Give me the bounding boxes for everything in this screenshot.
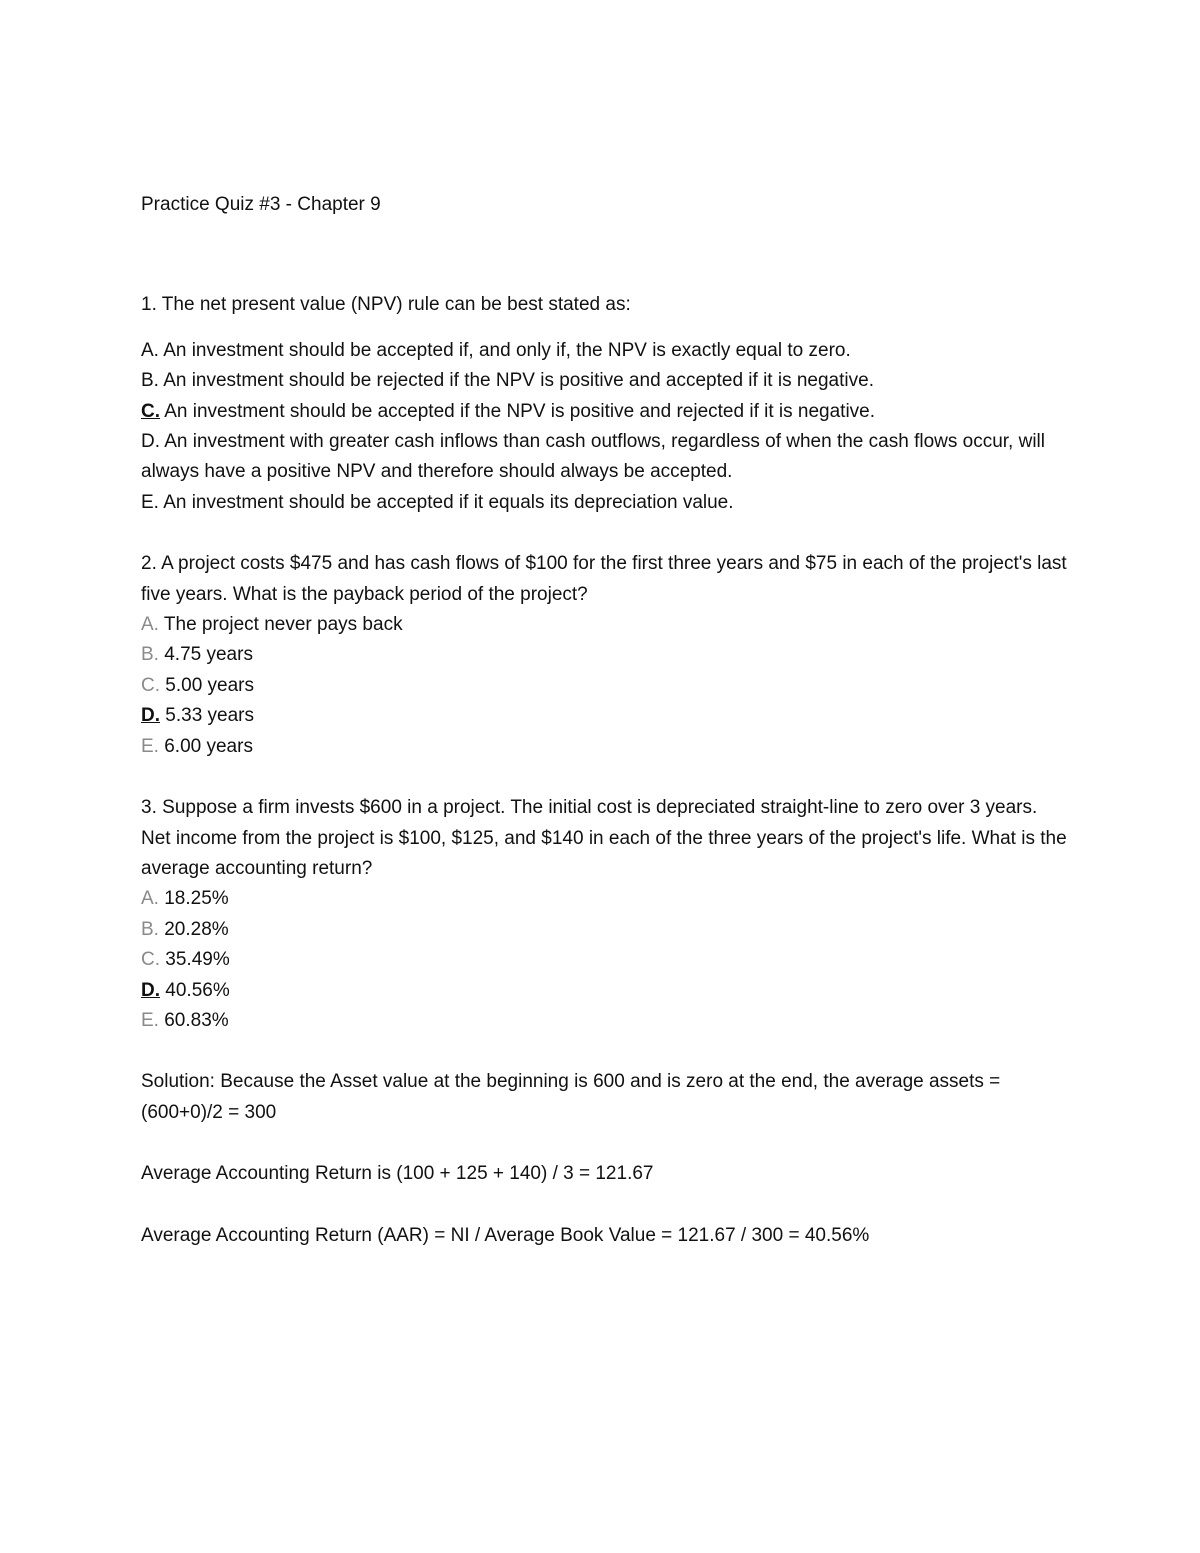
option-text: 6.00 years — [164, 735, 253, 757]
option-text: 18.25% — [164, 888, 229, 910]
question-3-number: 3. — [141, 797, 157, 819]
option-2-d — [141, 701, 1071, 731]
option-text: An investment should be accepted if the NPV is positive and rejected if it is negative. — [164, 400, 876, 422]
option-text: 60.83% — [164, 1009, 229, 1031]
option-text: An investment should be rejected if the NPV is positive and accepted if it is negative. — [163, 370, 874, 392]
option-letter: B. — [141, 918, 159, 940]
option-3-e — [141, 1006, 1071, 1036]
option-letter: B. — [141, 644, 159, 666]
question-1-prompt: The net present value (NPV) rule can be best stated as: — [161, 294, 631, 316]
question-3-text — [141, 793, 1071, 884]
option-text: 20.28% — [164, 918, 229, 940]
option-text: 5.00 years — [165, 674, 255, 696]
question-1-number: 1. — [141, 294, 157, 316]
question-3-options — [141, 884, 1071, 1036]
option-text: 40.56% — [165, 979, 230, 1001]
option-text: An investment should be accepted if, and only if, the NPV is exactly equal to zero. — [163, 339, 851, 361]
solution-average-assets: Solution: Because the Asset value at the beginning is 600 and is zero at the end, the average assets = (600+0)/2 = 300 — [141, 1071, 1001, 1123]
solution-section — [141, 1067, 1071, 1251]
question-2-text — [141, 549, 1071, 610]
option-letter: C. — [141, 949, 160, 971]
option-letter: B. — [141, 370, 159, 392]
option-3-d — [141, 976, 1071, 1006]
question-1 — [141, 290, 1071, 518]
option-letter: E. — [141, 735, 159, 757]
option-text: 4.75 years — [164, 644, 253, 666]
question-2-prompt: A project costs $475 and has cash flows of $100 for the first three years and $75 in each of the project's last five years. What is the payback period of the project? — [141, 553, 1067, 605]
option-letter: D. — [141, 431, 160, 453]
option-letter-correct: D. — [141, 979, 160, 1001]
option-2-a — [141, 610, 1071, 640]
solution-aar: Average Accounting Return (AAR) = NI / Average Book Value = 121.67 / 300 = 40.56% — [141, 1224, 870, 1246]
option-text: An investment should be accepted if it equals its depreciation value. — [163, 491, 734, 513]
option-text: 5.33 years — [165, 705, 255, 727]
page-title: Practice Quiz #3 - Chapter 9 — [141, 194, 381, 215]
option-3-a — [141, 884, 1071, 914]
option-1-d — [141, 427, 1071, 488]
question-2-options — [141, 610, 1071, 762]
option-text: The project never pays back — [163, 614, 403, 636]
option-2-e — [141, 732, 1071, 762]
question-2 — [141, 549, 1071, 762]
question-3-prompt: Suppose a firm invests $600 in a project. The initial cost is depreciated straight-line to zero over 3 years. Net income from the project is $100, $125, and $140 in each of the three years of the project's life. What is the average accounting return? — [141, 797, 1067, 879]
option-letter: E. — [141, 1009, 159, 1031]
option-3-c — [141, 945, 1071, 975]
option-3-b — [141, 915, 1071, 945]
question-3 — [141, 793, 1071, 1036]
option-text: 35.49% — [165, 949, 230, 971]
option-2-c — [141, 671, 1071, 701]
question-1-options — [141, 336, 1071, 518]
document-content — [141, 190, 1071, 1282]
option-letter: A. — [141, 888, 159, 910]
option-letter-correct: C. — [141, 400, 160, 422]
option-1-e — [141, 488, 1071, 518]
option-1-c — [141, 397, 1071, 427]
option-2-b — [141, 640, 1071, 670]
option-letter-correct: D. — [141, 705, 160, 727]
option-letter: A. — [141, 614, 159, 636]
option-1-b — [141, 366, 1071, 396]
question-2-number: 2. — [141, 553, 157, 575]
option-1-a — [141, 336, 1071, 366]
option-letter: E. — [141, 491, 159, 513]
solution-average-income: Average Accounting Return is (100 + 125 + 140) / 3 = 121.67 — [141, 1163, 654, 1185]
option-letter: A. — [141, 339, 159, 361]
question-1-text — [141, 290, 1071, 320]
option-letter: C. — [141, 674, 160, 696]
option-text: An investment with greater cash inflows than cash outflows, regardless of when the cash flows occur, will always have a positive NPV and therefore should always be accepted. — [141, 431, 1045, 483]
